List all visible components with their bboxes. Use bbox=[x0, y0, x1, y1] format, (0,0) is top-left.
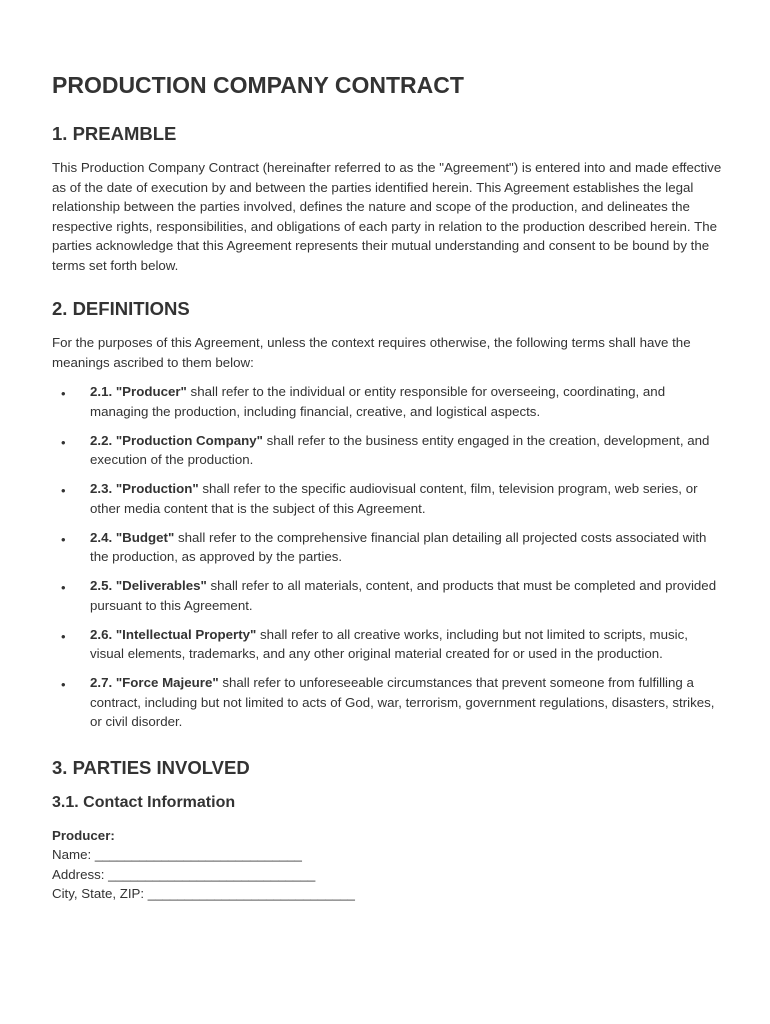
parties-heading: 3. PARTIES INVOLVED bbox=[52, 756, 250, 778]
definition-text: shall refer to the comprehensive financial plan detailing all projected costs associated with the production, as approved by the parties. bbox=[90, 529, 707, 564]
producer-label: Producer: bbox=[52, 827, 115, 843]
producer-address-field[interactable]: Address: ____________________________ bbox=[52, 866, 316, 882]
bullet-icon: • bbox=[61, 531, 66, 547]
producer-city-field[interactable]: City, State, ZIP: ____________________________ bbox=[52, 886, 355, 901]
definition-text: shall refer to the specific audiovisual content, film, television program, web series, or other media content that is the subject of this Agreement. bbox=[90, 481, 698, 516]
document-title: PRODUCTION COMPANY CONTRACT bbox=[52, 72, 464, 98]
list-item bbox=[52, 625, 722, 664]
definition-text: shall refer to all materials, content, and products that must be completed and provided pursuant to this Agreement. bbox=[90, 578, 717, 613]
definition-term: 2.4. "Budget" bbox=[90, 529, 175, 545]
producer-contact-block bbox=[52, 826, 722, 904]
definitions-section bbox=[52, 297, 722, 732]
list-item bbox=[52, 382, 722, 421]
producer-name-field[interactable]: Name: ____________________________ bbox=[52, 847, 302, 862]
definitions-intro: For the purposes of this Agreement, unless the context requires otherwise, the following terms shall have the meanings ascribed to them below: bbox=[52, 335, 691, 370]
preamble-section bbox=[52, 122, 722, 275]
document-page bbox=[52, 70, 722, 904]
list-item bbox=[52, 528, 722, 567]
list-item bbox=[52, 673, 722, 732]
definition-term: 2.5. "Deliverables" bbox=[90, 578, 207, 593]
definition-text: shall refer to the business entity engaged in the creation, development, and execution of the production. bbox=[90, 432, 710, 467]
preamble-text: This Production Company Contract (hereinafter referred to as the "Agreement") is entered into and made effective as of the date of execution by and between the parties identified herein. This Agreement establishes the legal relationship between the parties involved, defines the nature and scope of the production, and delineates the respective rights, responsibilities, and obligations of each party in relation to the production described herein. The parties acknowledge that this Agreement represents their mutual understanding and consent to be bound by the terms set forth below. bbox=[52, 160, 722, 273]
bullet-icon: • bbox=[61, 434, 66, 450]
definition-term: 2.6. "Intellectual Property" bbox=[90, 626, 257, 642]
parties-section bbox=[52, 756, 722, 904]
bullet-icon: • bbox=[61, 677, 66, 692]
bullet-icon: • bbox=[61, 386, 66, 401]
bullet-icon: • bbox=[61, 483, 66, 498]
list-item bbox=[52, 479, 722, 518]
definition-term: 2.1. "Producer" bbox=[90, 384, 187, 399]
preamble-heading: 1. PREAMBLE bbox=[52, 123, 177, 144]
definitions-list bbox=[52, 382, 722, 732]
definition-text: shall refer to unforeseeable circumstances that prevent someone from fulfilling a contract, including but not limited to acts of God, war, terrorism, government regulations, disasters, strikes, or civil disorder. bbox=[90, 675, 715, 729]
definition-term: 2.2. "Production Company" bbox=[90, 432, 263, 448]
definitions-heading: 2. DEFINITIONS bbox=[52, 298, 190, 319]
definition-text: shall refer to the individual or entity responsible for overseeing, coordinating, and managing the production, including financial, creative, and logistical aspects. bbox=[90, 384, 666, 419]
contact-subheading: 3.1. Contact Information bbox=[52, 793, 236, 811]
definition-term: 2.7. "Force Majeure" bbox=[90, 675, 219, 690]
definition-text: shall refer to all creative works, including but not limited to scripts, music, visual elements, trademarks, and any other original material created for or used in the production. bbox=[90, 626, 688, 661]
list-item bbox=[52, 431, 722, 470]
bullet-icon: • bbox=[61, 628, 66, 644]
definition-term: 2.3. "Production" bbox=[90, 481, 199, 496]
list-item bbox=[52, 576, 722, 615]
bullet-icon: • bbox=[61, 580, 66, 595]
